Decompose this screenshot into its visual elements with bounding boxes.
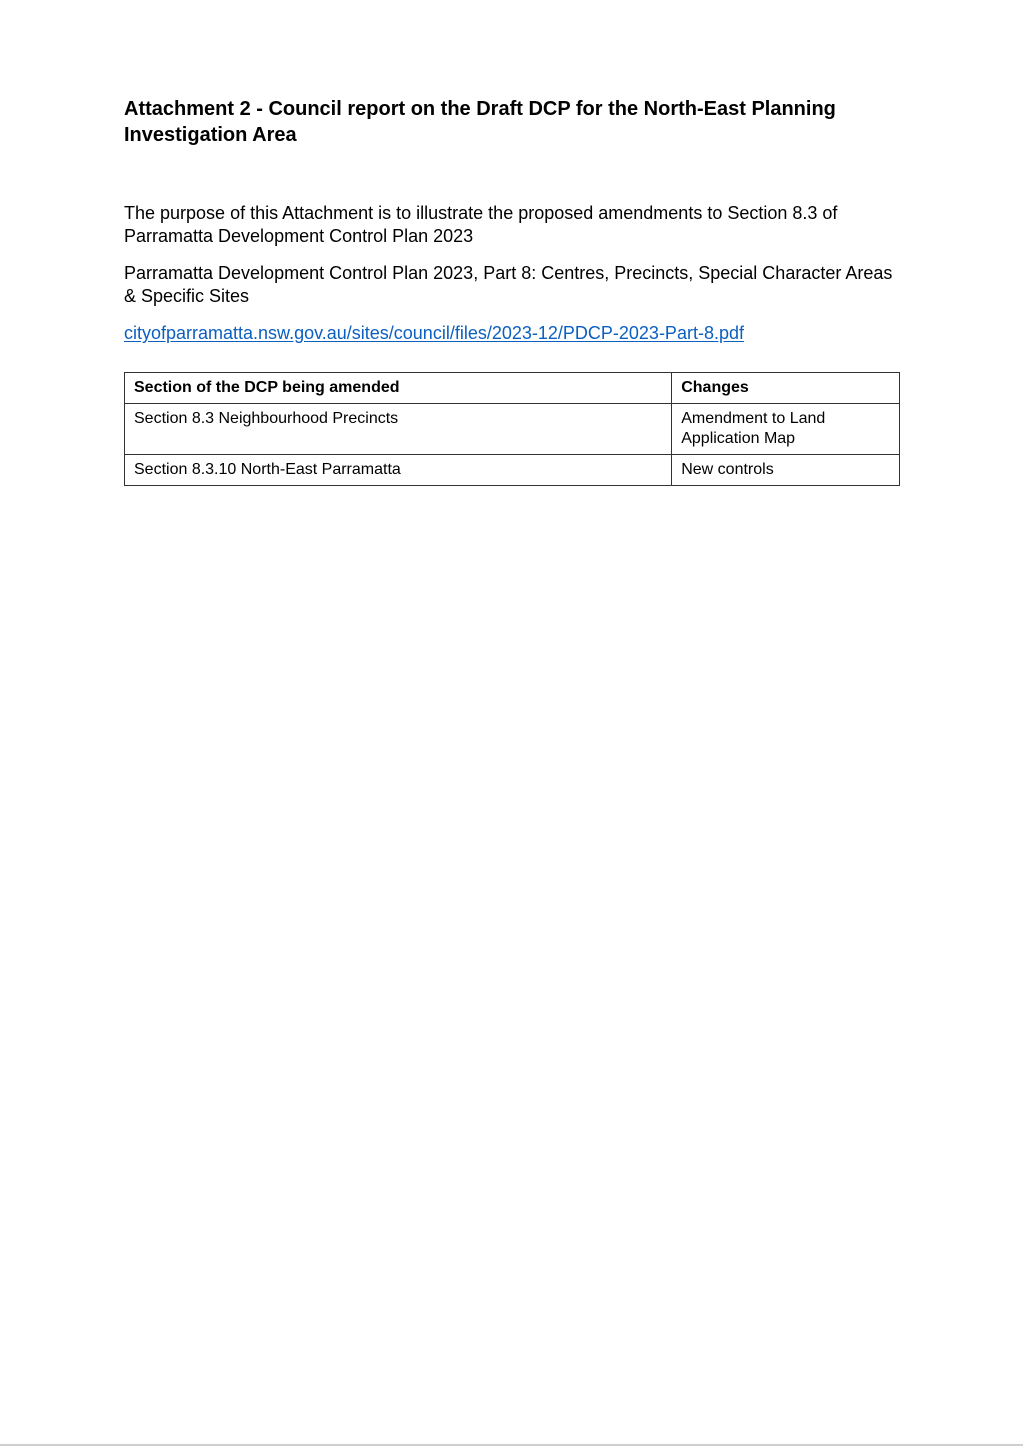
pdcp-document-link[interactable]: cityofparramatta.nsw.gov.au/sites/council/files/2023-12/PDCP-2023-Part-8.pdf — [124, 323, 744, 343]
purpose-paragraph: The purpose of this Attachment is to illustrate the proposed amendments to Section 8.3 of Parramatta Development Control Plan 2023 — [124, 203, 838, 246]
column-header-section: Section of the DCP being amended — [125, 373, 672, 404]
page-title: Attachment 2 - Council report on the Draft DCP for the North-East Planning Investigation Area — [124, 98, 836, 146]
page-bottom-divider — [0, 1444, 1023, 1446]
table-row — [125, 455, 900, 486]
plan-reference-paragraph: Parramatta Development Control Plan 2023, Part 8: Centres, Precincts, Special Character Areas & Specific Sites — [124, 263, 893, 306]
column-header-changes: Changes — [672, 373, 900, 404]
table-cell-changes: New controls — [672, 455, 900, 486]
document-content — [124, 96, 900, 486]
table-cell-section: Section 8.3 Neighbourhood Precincts — [125, 404, 672, 455]
amendments-table — [124, 372, 900, 486]
table-cell-section: Section 8.3.10 North-East Parramatta — [125, 455, 672, 486]
table-row — [125, 404, 900, 455]
table-cell-changes: Amendment to Land Application Map — [672, 404, 900, 455]
table-header-row — [125, 373, 900, 404]
